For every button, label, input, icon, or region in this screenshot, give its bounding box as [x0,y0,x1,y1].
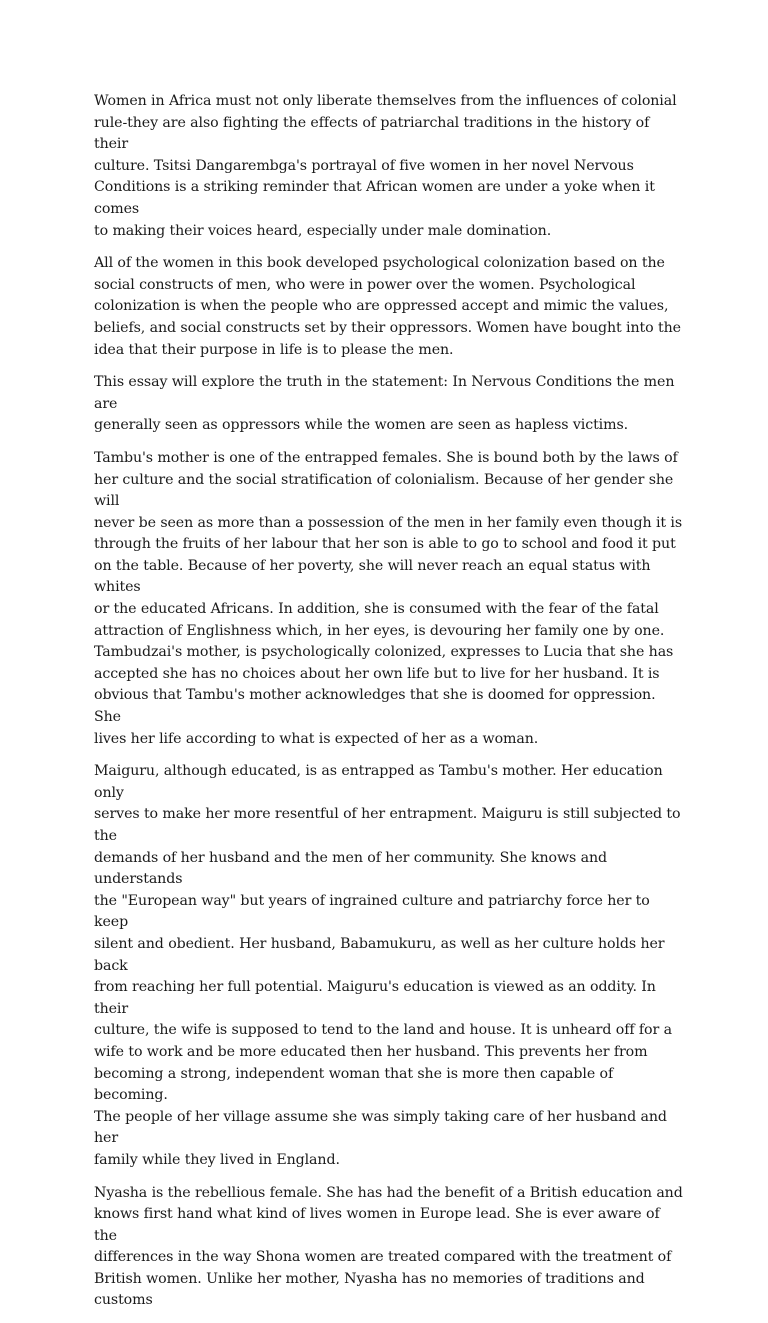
document-body [94,91,684,1323]
paragraph-intro: Women in Africa must not only liberate themselves from the influences of colonial rule-they are also fighting the effects of patriarchal traditions in the history of their culture. Tsitsi Dangarembga's portrayal of five women in her novel Nervous Conditions is a striking reminder that African women are under a yoke when it comes to making their voices heard, especially under male domination. [94,93,677,239]
paragraph-maiguru: Maiguru, although educated, is as entrapped as Tambu's mother. Her education only serves to make her more resentful of her entrapment. Maiguru is still subjected to the demands of her husband and the men of her community. She knows and understands the "European way" but years of ingrained culture and patriarchy force her to keep silent and obedient. Her husband, Babamukuru, as well as her culture holds her back from reaching her full potential. Maiguru's education is viewed as an oddity. In their culture, the wife is supposed to tend to the land and house. It is unheard off for a wife to work and be more educated then her husband. This prevents her from becoming a strong, independent woman that she is more then capable of becoming. The people of her village assume she was simply taking care of her husband and her family while they lived in England. [94,763,681,1168]
paragraph-nyasha: Nyasha is the rebellious female. She has had the benefit of a British education and knows first hand what kind of lives women in Europe lead. She is ever aware of the differences in the way Shona women are treated compared with the treatment of British women. Unlike her mother, Nyasha has no memories of traditions and customs [94,1184,683,1309]
paragraph-psychological-colonization: All of the women in this book developed psychological colonization based on the social constructs of men, who were in power over the women. Psychological colonization is when the people who are oppressed accept and mimic the values, beliefs, and social constructs set by their oppressors. Women have bought into the idea that their purpose in life is to please the men. [94,255,681,358]
paragraph-thesis: This essay will explore the truth in the statement: In Nervous Conditions the men are generally seen as oppressors while the women are seen as hapless victims. [94,374,675,434]
paragraph-tambus-mother: Tambu's mother is one of the entrapped females. She is bound both by the laws of her culture and the social stratification of colonialism. Because of her gender she will never be seen as more than a possession of the men in her family even though it is through the fruits of her labour that her son is able to go to school and food it put on the table. Because of her poverty, she will never reach an equal status with whites or the educated Africans. In addition, she is consumed with the fear of the fatal attraction of Englishness which, in her eyes, is devouring her family one by one. Tambudzai's mother, is psychologically colonized, expresses to Lucia that she has accepted she has no choices about her own life but to live for her husband. It is obvious that Tambu's mother acknowledges that she is doomed for oppression. She lives her life according to what is expected of her as a woman. [94,449,683,747]
